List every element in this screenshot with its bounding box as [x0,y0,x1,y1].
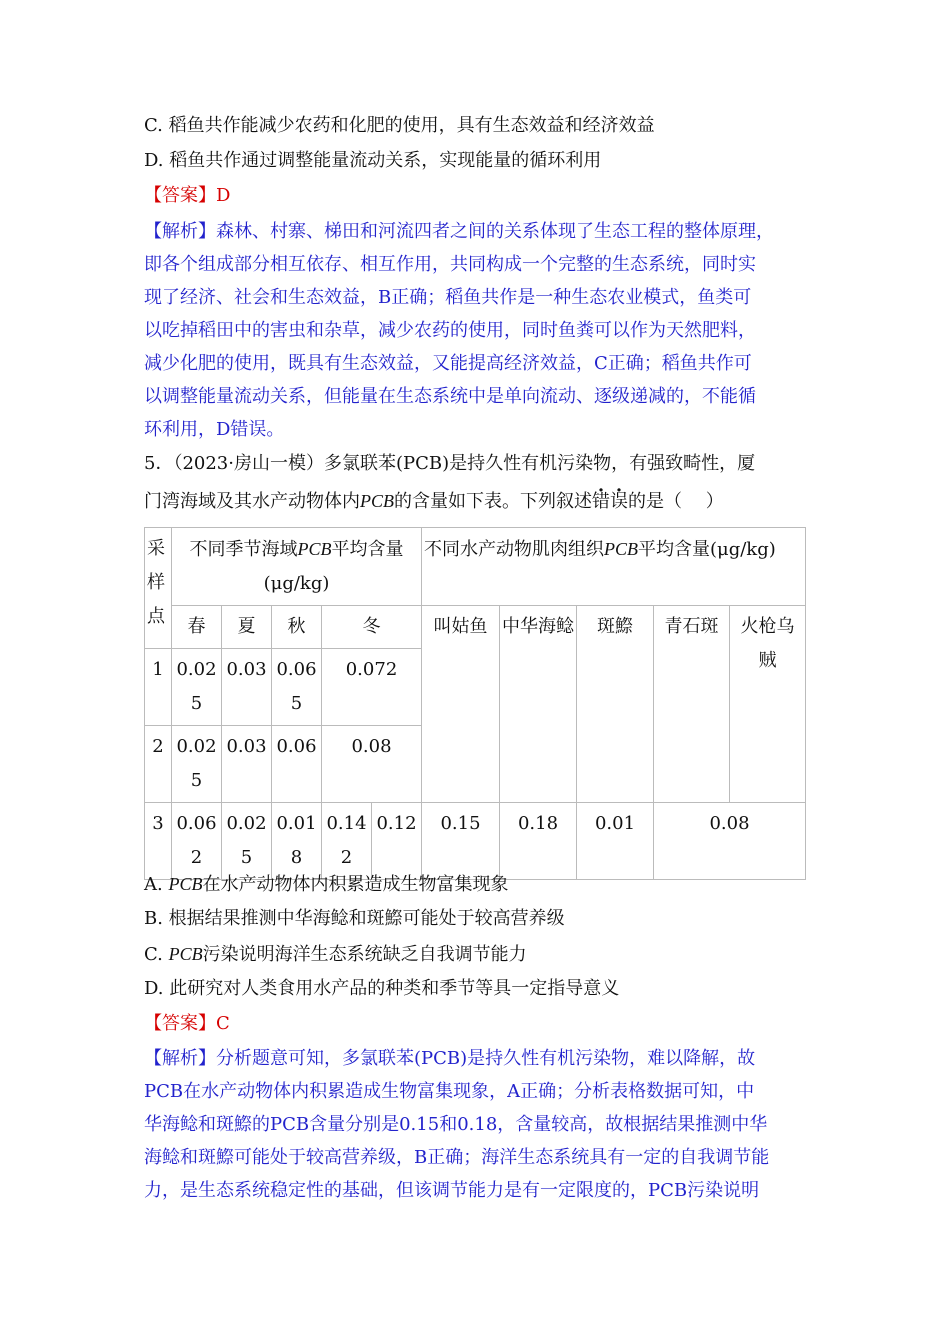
analysis-line: 【解析】分析题意可知，多氯联苯(PCB)是持久性有机污染物，难以降解，故 [144,1048,756,1069]
analysis-line: 即各个组成部分相互依存、相互作用，共同构成一个完整的生态系统，同时实 [144,254,756,275]
site-cell: 1 [145,649,172,726]
answer-value: C [216,1013,230,1034]
header-text: 平均含量 [331,539,404,560]
stem-text: 的是（ ） [628,491,724,512]
option-c-prev: C. 稻鱼共作能减少农药和化肥的使用，具有生态效益和经济效益 [144,115,655,136]
analysis-line: 【解析】森林、村寨、梯田和河流四者之间的关系体现了生态工程的整体原理， [144,221,774,242]
option-d: D. 此研究对人类食用水产品的种类和季节等具一定指导意义 [144,978,620,999]
analysis-line: 华海鲶和斑鰶的PCB含量分别是0.15和0.18，含量较高，故根据结果推测中华 [144,1114,768,1135]
animal-header: 叫姑鱼 [422,606,500,803]
analysis-line: 海鲶和斑鰶可能处于较高营养级，B正确；海洋生态系统具有一定的自我调节能 [144,1147,770,1168]
option-pcb: PCB [168,874,203,894]
header-season [172,528,422,606]
question-stem-line1: 5．（2023·房山一模）多氯联苯(PCB)是持久性有机污染物，有强致畸性，厦 [144,453,756,474]
emphasis-char: 错 [592,491,610,512]
analysis-line: 减少化肥的使用，既具有生态效益，又能提高经济效益，C正确；稻鱼共作可 [144,353,752,374]
option-c [144,938,527,970]
option-text: 在水产动物体内积累造成生物富集现象 [202,874,509,895]
header-pcb: PCB [604,539,638,559]
value-cell: 0.03 [222,726,272,803]
value-cell: 0.025 [172,649,222,726]
option-pcb: PCB [168,944,203,964]
value-cell: 0.025 [222,803,272,880]
value-cell: 0.08 [654,803,806,880]
header-text: 不同水产动物肌肉组织 [424,539,604,560]
stem-text: 的含量如下表。下列叙述 [394,491,592,512]
header-text: 不同季节海域 [189,539,298,560]
value-cell: 0.03 [222,649,272,726]
header-site: 采样点 [145,528,172,649]
animal-header: 斑鰶 [577,606,654,803]
value-cell: 0.01 [577,803,654,880]
header-pcb: PCB [297,539,332,559]
season-autumn: 秋 [272,606,322,649]
option-a [144,868,508,900]
analysis-line: 环利用，D错误。 [144,419,285,440]
analysis-line: 以调整能量流动关系，但能量在生态系统中是单向流动、逐级递减的，不能循 [144,386,756,407]
question-stem-line2 [144,485,724,517]
analysis-line: 以吃掉稻田中的害虫和杂草，减少农药的使用，同时鱼粪可以作为天然肥料， [144,320,756,341]
value-cell: 0.15 [422,803,500,880]
prev-answer [144,180,230,212]
value-cell: 0.12 [372,803,422,880]
stem-pcb: PCB [360,491,394,511]
header-unit: (μg/kg) [263,573,330,594]
answer-label: 【答案】 [144,1013,216,1034]
value-cell: 0.06 [272,726,322,803]
header-text: 平均含量(μg/kg) [638,539,776,560]
answer-label: 【答案】 [144,185,216,206]
site-cell: 2 [145,726,172,803]
option-prefix: C. [144,944,169,965]
value-cell: 0.025 [172,726,222,803]
answer [144,1008,230,1040]
analysis-line: 力，是生态系统稳定性的基础，但该调节能力是有一定限度的，PCB污染说明 [144,1180,760,1201]
analysis-line: 现了经济、社会和生态效益，B正确；稻鱼共作是一种生态农业模式，鱼类可 [144,287,752,308]
value-cell: 0.065 [272,649,322,726]
stem-text: 门湾海域及其水产动物体内 [144,491,360,512]
value-cell: 0.072 [322,649,422,726]
value-cell: 0.018 [272,803,322,880]
header-animal [422,528,806,606]
option-d-prev: D. 稻鱼共作通过调整能量流动关系，实现能量的循环利用 [144,150,602,171]
site-cell: 3 [145,803,172,880]
animal-header: 中华海鲶 [500,606,577,803]
value-cell: 0.18 [500,803,577,880]
season-summer: 夏 [222,606,272,649]
emphasis-char: 误 [610,491,628,512]
option-b: B. 根据结果推测中华海鲶和斑鰶可能处于较高营养级 [144,908,565,929]
analysis-line: PCB在水产动物体内积累造成生物富集现象，A正确；分析表格数据可知，中 [144,1081,755,1102]
option-text: 污染说明海洋生态系统缺乏自我调节能力 [202,944,527,965]
option-prefix: A. [144,874,169,895]
value-cell: 0.08 [322,726,422,803]
season-spring: 春 [172,606,222,649]
value-cell: 0.062 [172,803,222,880]
pcb-table [144,527,806,880]
answer-value: D [216,185,231,206]
animal-header: 火枪乌贼 [730,606,806,803]
season-winter: 冬 [322,606,422,649]
animal-header: 青石斑 [654,606,730,803]
value-cell: 0.142 [322,803,372,880]
